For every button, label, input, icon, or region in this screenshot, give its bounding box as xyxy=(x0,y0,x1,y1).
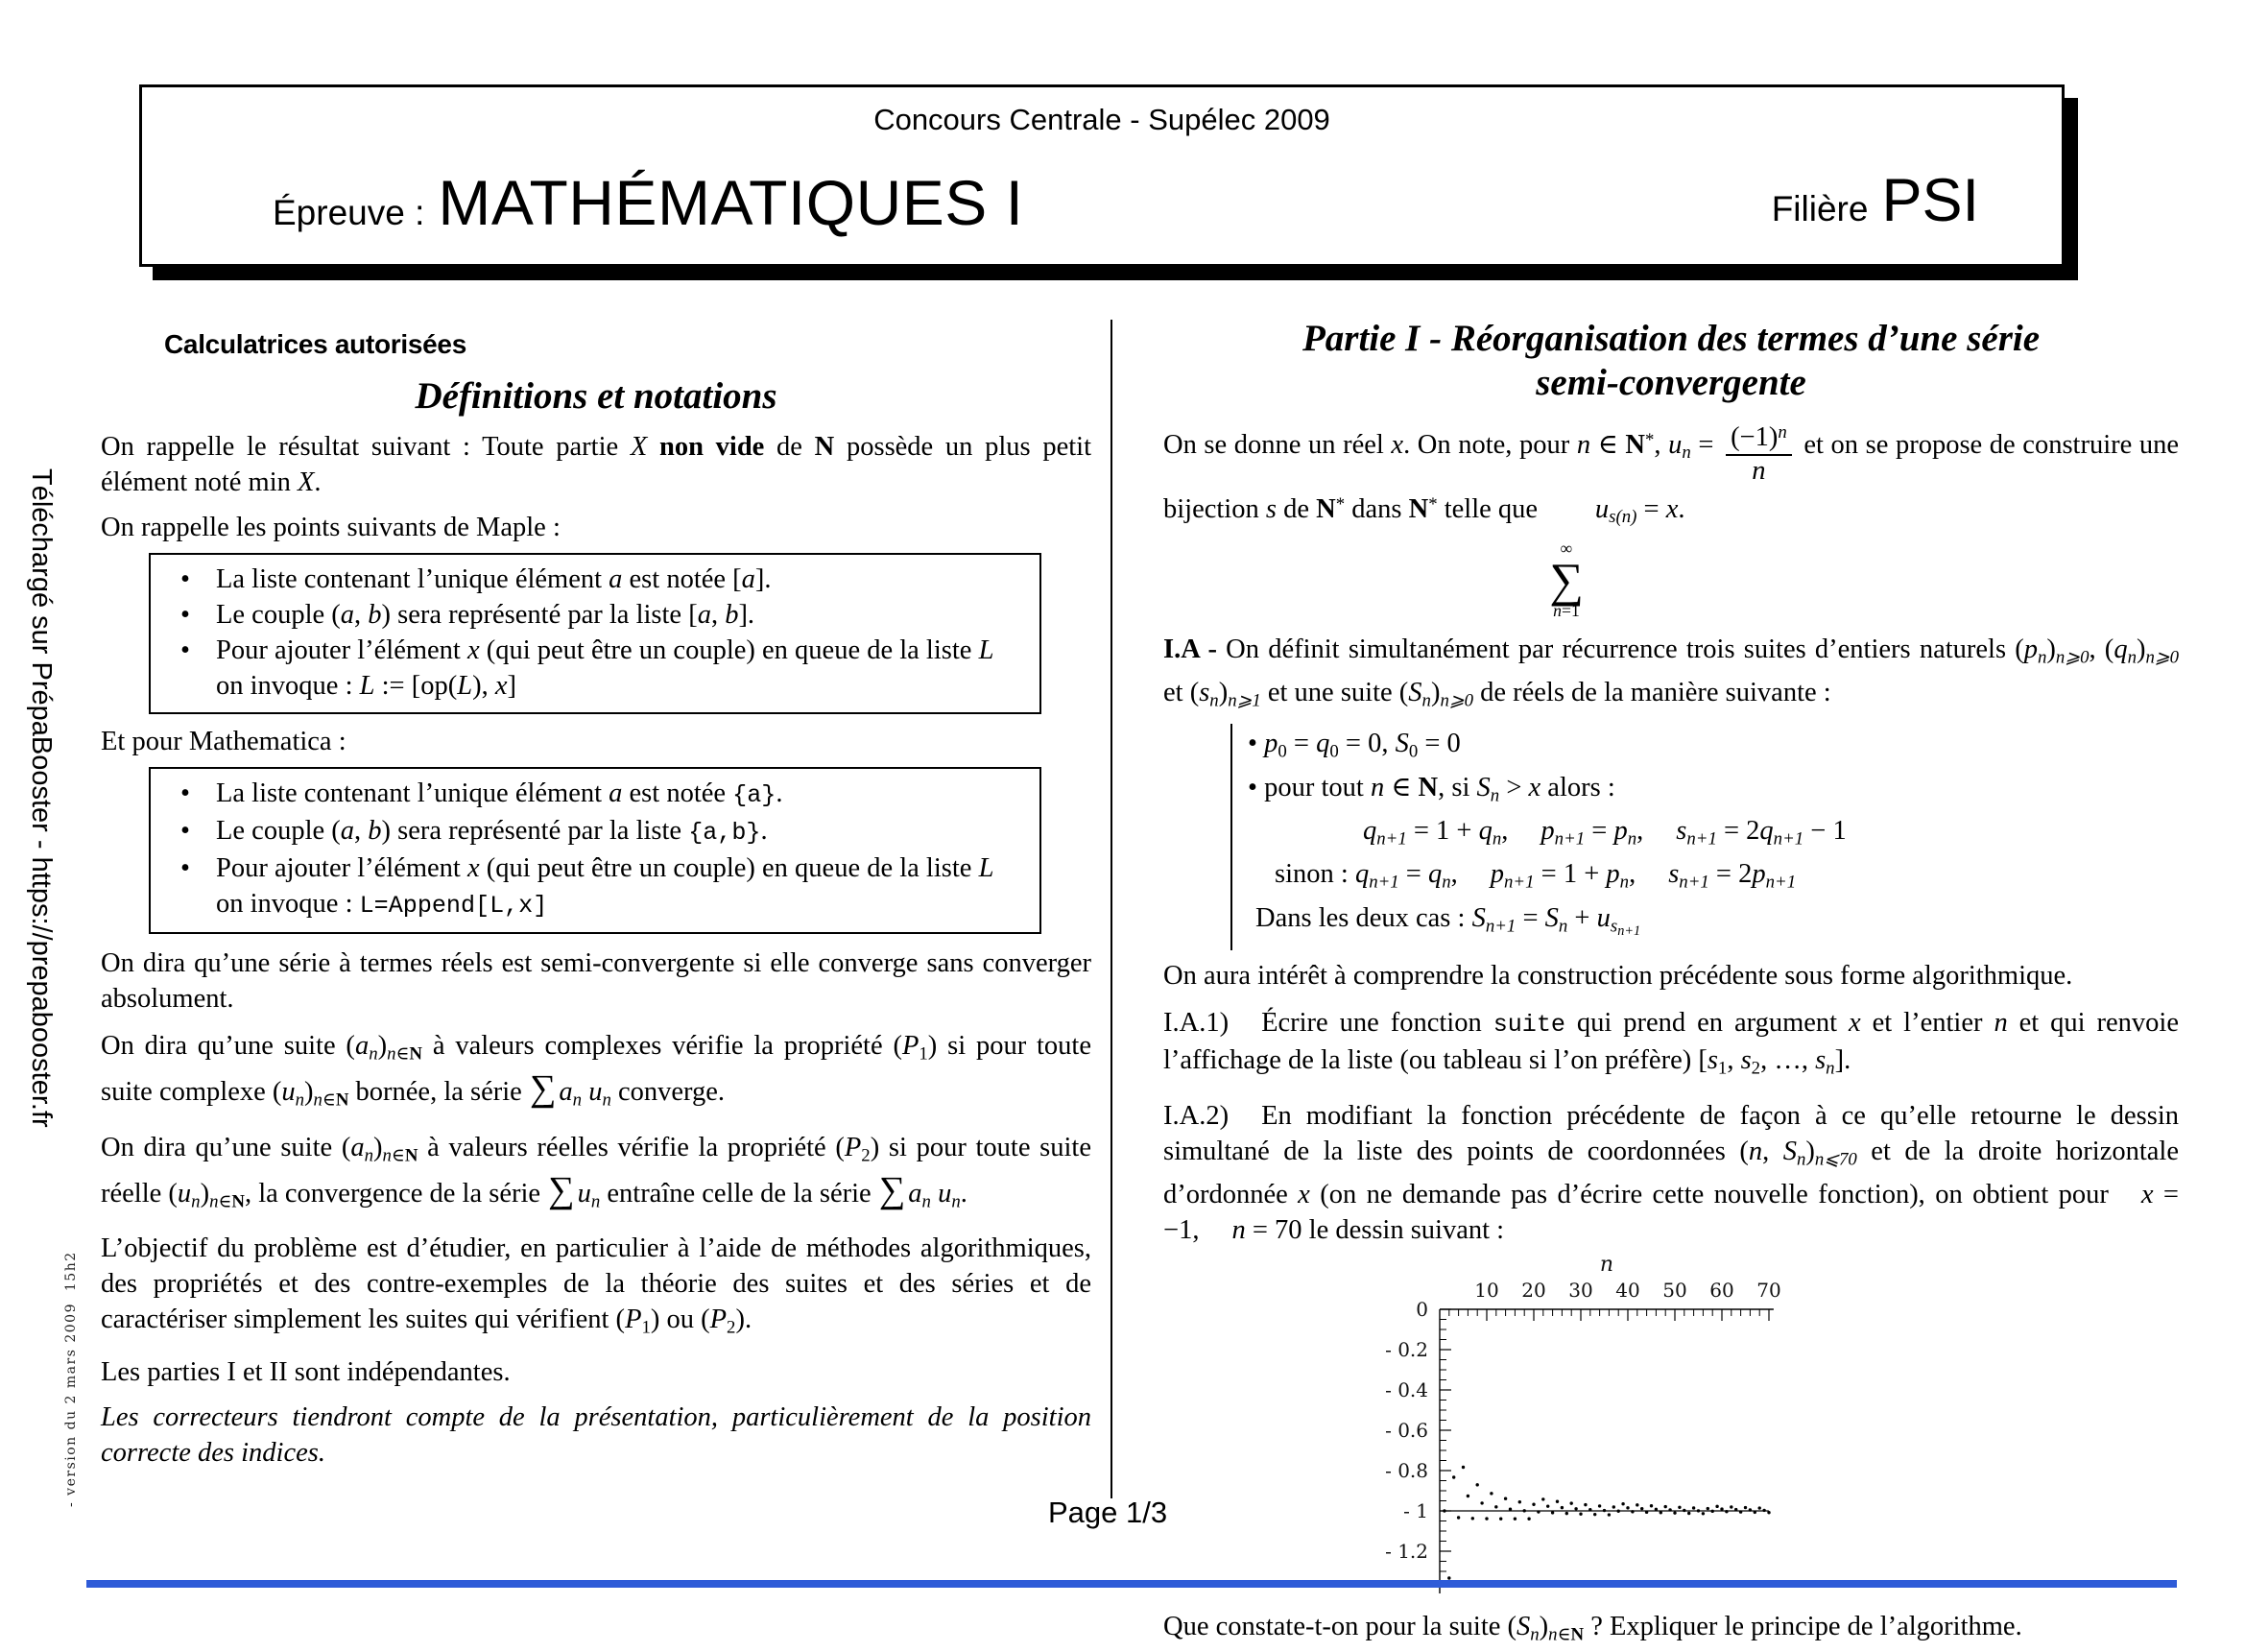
bottom-blue-bar xyxy=(86,1580,2177,1588)
mathematica-box xyxy=(149,767,1041,934)
maple-box xyxy=(149,553,1041,714)
epreuve-label: Épreuve : xyxy=(273,193,425,232)
epreuve-name: MATHÉMATIQUES I xyxy=(438,167,1024,238)
svg-text:30: 30 xyxy=(1568,1278,1593,1302)
svg-text:- 1.2: - 1.2 xyxy=(1385,1539,1428,1563)
figure-plot-svg xyxy=(1353,1252,1977,1599)
bullet-icon: • xyxy=(180,853,190,883)
paragraph: Et pour Mathematica : xyxy=(101,727,346,756)
list-item: • La liste contenant l’unique élément a est notée [a]. xyxy=(155,562,1028,597)
right-column xyxy=(1163,317,2179,1652)
svg-text:n: n xyxy=(1599,1252,1614,1277)
paragraph: On rappelle le résultat suivant : Toute partie X non vide de N possède un plus petit élément noté min X. xyxy=(101,432,1092,497)
figure-scatter-plot xyxy=(1353,1252,2179,1609)
paragraph: L’objectif du problème est d’étudier, en particulier à l’aide de méthodes algorithmiques, des propriétés et des contre-exemples de la théorie des suites et des séries et de caractériser simplement les suites qui vérifient (P1) ou (P2). xyxy=(101,1233,1091,1338)
recurrence-block xyxy=(1230,724,2179,950)
svg-text:- 0.6: - 0.6 xyxy=(1385,1418,1428,1442)
bullet-icon: • xyxy=(180,778,190,808)
list-item: • Le couple (a, b) sera représenté par la liste {a,b}. xyxy=(155,813,1028,850)
block-equation: sinon : qn+1 = qn, pn+1 = 1 + pn, sn+1 = 2pn+1 xyxy=(1275,859,1797,893)
paragraph: On se donne un réel x. On note, pour n ∈ N*, un = $\frac{(-1)^n}{n}$ et on se propose de construire une bijection s de N* dans N* telle que ∞ ∑ n=1 us(n) = x. xyxy=(1163,422,2180,621)
paragraph: On dira qu’une suite (an)n∈N à valeurs réelles vérifie la propriété (P2) si pour toute suite réelle (un)n∈N, la convergence de la série ∑ un entraîne celle de la série ∑ an un. xyxy=(101,1132,1091,1212)
maple-list xyxy=(155,562,1028,704)
bullet-icon: • xyxy=(180,564,190,594)
part-title-line2: semi-convergente xyxy=(1536,362,1806,403)
filiere-name: PSI xyxy=(1881,167,1979,234)
final-question: Que constate-t-on pour la suite (Sn)n∈N ? Expliquer le principe de l’algorithme. xyxy=(1163,1611,2022,1645)
paragraph: Les parties I et II sont indépendantes. xyxy=(101,1357,511,1388)
list-item: • La liste contenant l’unique élément a est notée {a}. xyxy=(155,776,1028,813)
column-divider xyxy=(1111,320,1112,1498)
svg-text:20: 20 xyxy=(1521,1278,1546,1302)
list-item: • Le couple (a, b) sera représenté par la liste [a, b]. xyxy=(155,597,1028,633)
filiere-row xyxy=(1772,166,1979,235)
svg-text:- 0.4: - 0.4 xyxy=(1385,1377,1428,1401)
exam-title: Concours Centrale - Supélec 2009 xyxy=(873,103,1330,136)
svg-text:0: 0 xyxy=(1416,1297,1428,1321)
mathematica-list xyxy=(155,776,1028,923)
left-column xyxy=(101,326,1091,1471)
bullet-icon: • xyxy=(180,635,190,665)
block-equation: qn+1 = 1 + qn, pn+1 = pn, sn+1 = 2qn+1 − 1 xyxy=(1363,816,1847,850)
question-ia2: I.A.2) En modifiant la fonction précédente de façon à ce qu’elle retourne le dessin simultané de la liste des points de coordonnées (n, Sn)n⩽70 et de la droite horizontale d’ordonnée x (on ne demande pas d’écrire cette nouvelle fonction), on obtient pour x = −1, n = 70 le dessin suivant : xyxy=(1163,1100,2179,1245)
svg-text:- 0.8: - 0.8 xyxy=(1385,1458,1428,1482)
page-number: Page 1/3 xyxy=(1048,1496,1168,1529)
paragraph: On dira qu’une suite (an)n∈N à valeurs complexes vérifie la propriété (P1) si pour toute suite complexe (un)n∈N bornée, la série ∑ an un converge. xyxy=(101,1031,1092,1111)
block-line: • p0 = q0 = 0, S0 = 0 xyxy=(1248,729,1461,762)
filiere-label: Filière xyxy=(1771,189,1869,228)
paragraph: On aura intérêt à comprendre la construction précédente sous forme algorithmique. xyxy=(1163,961,2073,992)
list-item: • Pour ajouter l’élément x (qui peut être un couple) en queue de la liste L on invoque : L := [op(L), x] xyxy=(155,633,1028,704)
definitions-title: Définitions et notations xyxy=(415,375,777,417)
part-title xyxy=(1163,317,2179,405)
svg-text:40: 40 xyxy=(1615,1278,1640,1302)
calculators-notice: Calculatrices autorisées xyxy=(164,329,466,359)
part-title-line1: Partie I - Réorganisation des termes d’une série xyxy=(1302,318,2041,359)
bullet-icon: • xyxy=(180,600,190,630)
svg-text:60: 60 xyxy=(1709,1278,1734,1302)
question-ia1: I.A.1) Écrire une fonction suite qui prend en argument x et l’entier n et qui renvoie l’affichage de la liste (ou tableau si l’on préfère) [s1, s2, …, sn]. xyxy=(1163,1008,2180,1079)
svg-text:- 0.2: - 0.2 xyxy=(1385,1337,1428,1361)
watermark-text: Téléchargé sur PrépaBooster - https://prepabooster.fr xyxy=(26,468,57,1128)
epreuve-row xyxy=(273,166,1023,239)
svg-text:- 1: - 1 xyxy=(1403,1498,1428,1522)
block-line: • pour tout n ∈ N, si Sn > x alors : xyxy=(1248,772,1615,805)
graders-note: Les correcteurs tiendront compte de la présentation, particulièrement de la position correcte des indices. xyxy=(101,1402,1091,1469)
paragraph: On dira qu’une série à termes réels est semi-convergente si elle converge sans converger absolument. xyxy=(101,948,1091,1014)
block-line: Dans les deux cas : $Sn+1 = Sn + us_{n+1}$ xyxy=(1255,902,1641,939)
bullet-icon: • xyxy=(180,816,190,846)
svg-text:10: 10 xyxy=(1474,1278,1499,1302)
svg-text:50: 50 xyxy=(1662,1278,1687,1302)
question-ia: I.A - On définit simultanément par récurrence trois suites d’entiers naturels (pn)n⩾0, (qn)n⩾0 et (sn)n⩾1 et une suite (Sn)n⩾0 de réels de la manière suivante : xyxy=(1163,634,2180,711)
list-item: • Pour ajouter l’élément x (qui peut être un couple) en queue de la liste L on invoque : L=Append[L,x] xyxy=(155,850,1028,923)
svg-text:70: 70 xyxy=(1756,1278,1781,1302)
version-note: - version du 2 mars 2009 15h2 xyxy=(63,1251,79,1507)
header-box xyxy=(139,84,2065,267)
paragraph: On rappelle les points suivants de Maple : xyxy=(101,513,561,542)
